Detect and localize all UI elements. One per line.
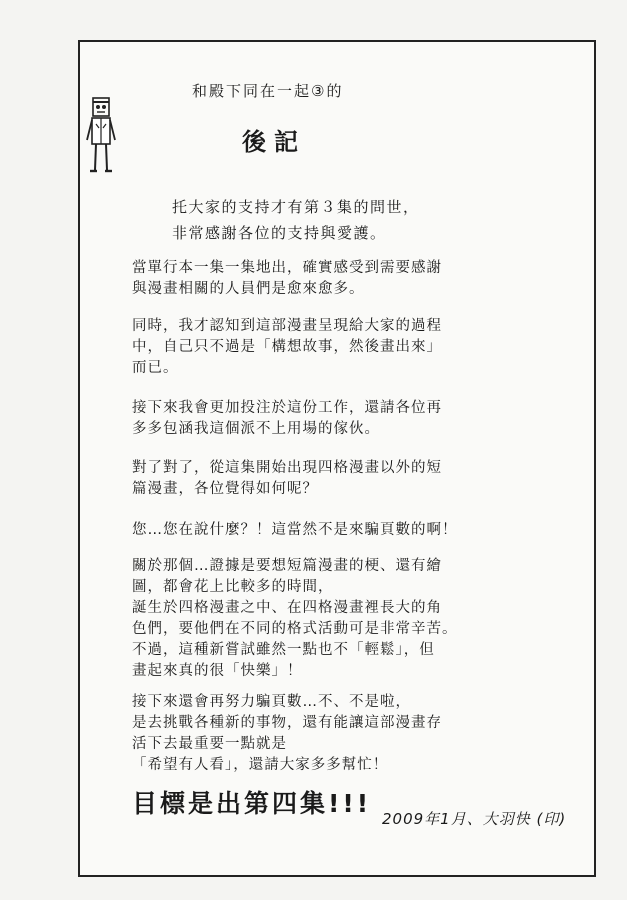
paragraph-1: 當單行本一集一集地出，確實感受到需要感謝 與漫畫相關的人員們是愈來愈多。 <box>132 260 442 297</box>
intro-text: 托大家的支持才有第３集的問世， 非常感謝各位的支持與愛護。 <box>172 198 420 242</box>
handwritten-slogan: 目標是出第四集!!! <box>132 789 372 818</box>
paragraph-7: 不過，這種新嘗試雖然一點也不「輕鬆」，但 畫起來真的很「快樂」！ <box>132 642 435 679</box>
author-avatar-icon <box>84 96 118 176</box>
paragraph-8: 接下來還會再努力騙頁數…不、不是啦， 是去挑戰各種新的事物，還有能讓這部漫畫存 活下去最重要一點就是 「希望有人看」，還請大家多多幫忙！ <box>132 694 442 773</box>
paragraph-6: 關於那個…證據是要想短篇漫畫的梗、還有繪 圖，都會花上比較多的時間， 誕生於四格漫畫之中、在四格漫畫裡長大的角 色們，要他們在不同的格式活動可是非常辛苦。 <box>132 558 458 637</box>
paragraph-3: 接下來我會更加投注於這份工作，還請各位再 多多包涵我這個派不上用場的傢伙。 <box>132 400 442 437</box>
paragraph-4: 對了對了，從這集開始出現四格漫畫以外的短 篇漫畫，各位覺得如何呢？ <box>132 460 442 497</box>
paragraph-5: 您…您在說什麼？！這當然不是來騙頁數的啊！ <box>132 522 458 538</box>
author-signature: 2009年1月、大羽快 (印) <box>382 810 567 828</box>
paragraph-2: 同時，我才認知到這部漫畫呈現給大家的過程 中，自己只不過是「構想故事，然後畫出來」 而已。 <box>132 318 442 376</box>
book-header: 和殿下同在一起③的 <box>192 82 344 100</box>
page-title: 後記 <box>242 128 306 156</box>
